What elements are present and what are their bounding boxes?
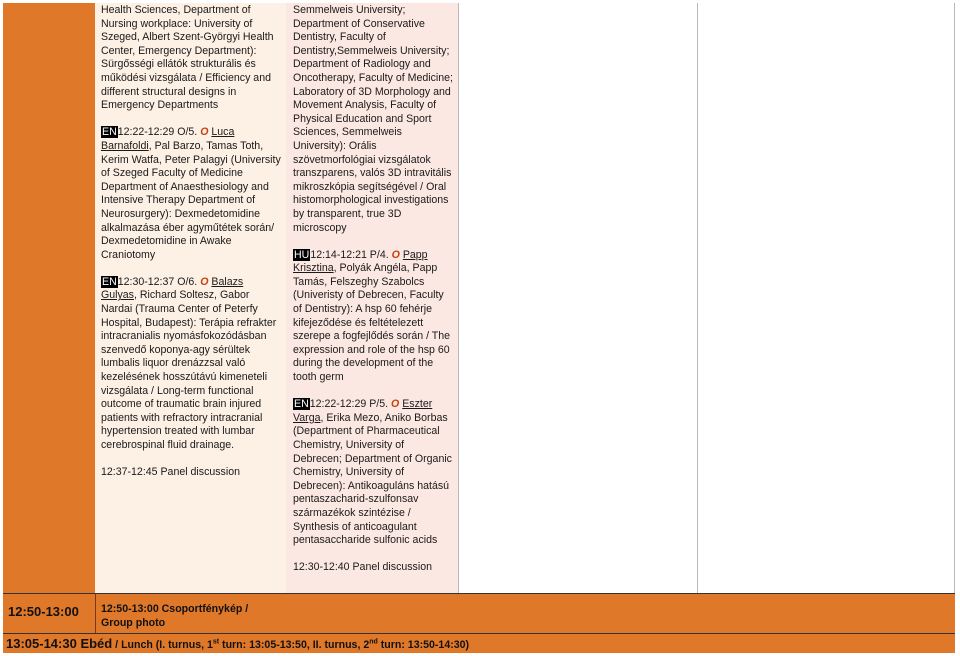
empty-columns <box>458 3 955 593</box>
presenter-name: Luca Barnafoldi <box>101 126 235 152</box>
panel-discussion: 12:37-12:45 Panel discussion <box>101 466 240 479</box>
language-badge: EN <box>294 398 309 411</box>
lunch-detail: / Lunch (I. turnus, 1 <box>112 639 213 651</box>
time-column <box>3 3 95 593</box>
column-divider <box>95 593 96 633</box>
lunch-time: 13:05-14:30 Ebéd <box>6 636 113 651</box>
ordinal-suffix: st <box>212 638 220 646</box>
row-divider <box>3 593 955 594</box>
language-badge: EN <box>102 275 117 288</box>
talk-details: , Richard Soltesz, Gabor Nardai (Trauma Center of Peterfy Hospital, Budapest): Terápia refrakter intracranialis nyomásfokozódásban szenvedő koponya-agy sérültek lumbalis liquor drenázzsal való kezelésének hosszútávú kimeneteli vizsgálata / Long-term functional outcome of traumatic brain injured patients with refractory intracranial hypertension treated with lumbar cerebrospinal fluid drainage. <box>101 289 277 451</box>
talk-time: 12:30-12:37 O/6. <box>117 275 198 288</box>
talk-entry <box>101 276 281 453</box>
lunch-detail: turn: 13:05-13:50, II. turnus, 2 <box>219 639 370 651</box>
photo-time: 12:50-13:00 <box>8 604 79 619</box>
lunch-break <box>6 636 469 651</box>
oral-marker: O <box>200 126 209 139</box>
session-2-text <box>293 4 453 575</box>
ordinal-suffix: nd <box>369 638 378 646</box>
column-divider <box>697 3 698 593</box>
session-1-text <box>101 4 281 480</box>
presenter-name: Eszter Varga <box>293 398 433 424</box>
talk-entry <box>293 398 453 548</box>
column-divider <box>458 3 459 593</box>
lunch-detail: turn: 13:50-14:30) <box>377 639 470 651</box>
presenter-name: Balazs Gulyas <box>101 275 244 302</box>
talk-entry <box>101 126 281 262</box>
group-photo-label: 12:50-13:00 Csoportfénykép / Group photo <box>101 603 249 629</box>
session-1-intro: Health Sciences, Department of Nursing workplace: University of Szeged, Albert Szent-Györgyi Health Center, Emergency Department): Sürgősségi ellátók strukturális és működési vizsgálata / Efficiency and different structural designs in Emergency Departments <box>101 4 274 112</box>
panel-discussion: 12:30-12:40 Panel discussion <box>293 561 432 574</box>
talk-time: 12:22-12:29 O/5. <box>117 126 198 139</box>
talk-details: , Pal Barzo, Tamas Toth, Kerim Watfa, Peter Palagyi (University of Szeged Faculty of Medicine Department of Anaesthesiology and Intensive Therapy Department of Neurosurgery): Dexmedetomidine alkalmazása éber agyműtétek során/ Dexmedetomidine in Awake Craniotomy <box>101 139 281 261</box>
presenter-name: Papp Krisztina <box>293 248 428 275</box>
language-badge: EN <box>102 126 117 139</box>
talk-details: , Erika Mezo, Aniko Borbas (Department of Pharmaceutical Chemistry, University of Debrecen; Department of Organic Chemistry, University of Debrecen): Antikoaguláns hatású pentaszacharid-szulfonsav származékok szintézise / Synthesis of anticoagulant pentasaccharide sulfonic acids <box>293 411 452 547</box>
oral-marker: O <box>391 248 400 261</box>
language-badge: HU <box>294 248 310 261</box>
talk-entry <box>293 249 453 385</box>
oral-marker: O <box>391 398 400 411</box>
talk-time: 12:22-12:29 P/5. <box>309 398 389 411</box>
talk-time: 12:14-12:21 P/4. <box>310 248 389 261</box>
oral-marker: O <box>200 275 209 288</box>
talk-details: , Polyák Angéla, Papp Tamás, Felszeghy Szabolcs (Univeristy of Debrecen, Faculty of Dentistry): A hsp 60 fehérje kifejeződése és feltételezett szerepe a fogfejlődés során / The expression and role of the hsp 60 during the development of the tooth germ <box>293 262 451 384</box>
session-2-intro: Semmelweis University; Department of Conservative Dentistry, Faculty of Dentistry,Semmelweis University; Department of Radiology and Oncotherapy, Faculty of Medicine; Laboratory of 3D Morphology and Movement Analysis, Faculty of Physical Education and Sport Sciences, Semmelweis University): Orális szövetmorfológiai vizsgálatok transzparens, valós 3D intravitális mikroszkópia segítségével / Oral histomorphological investigations by transparent, true 3D microscopy <box>293 4 453 234</box>
column-divider <box>954 3 955 593</box>
